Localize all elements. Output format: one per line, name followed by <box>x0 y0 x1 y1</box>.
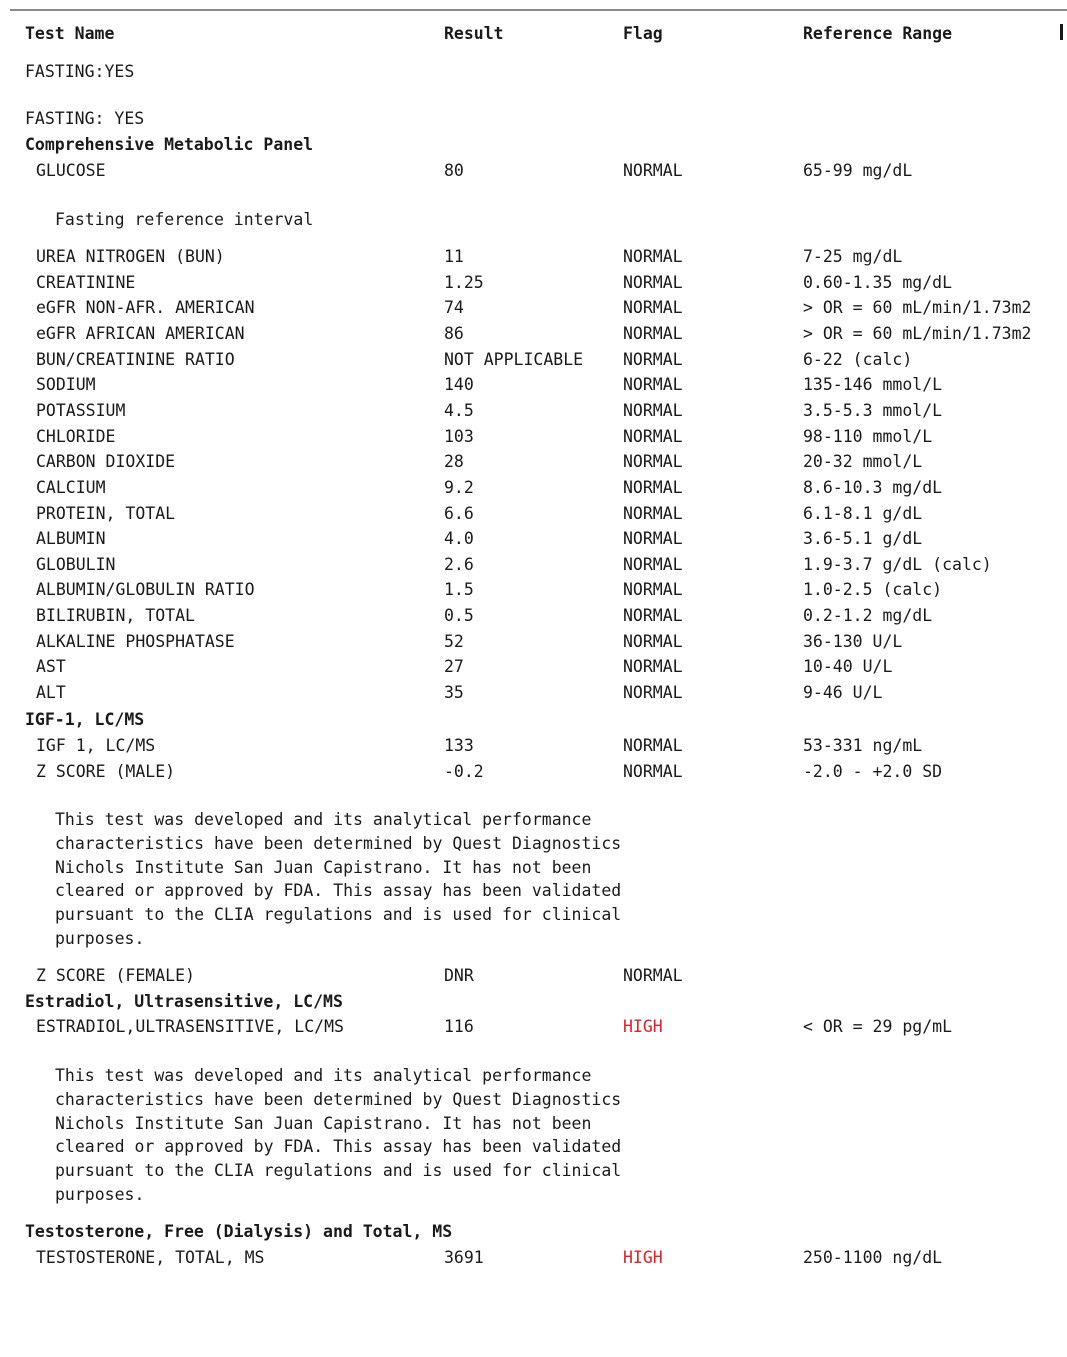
result-row-z-score-female <box>0 965 1067 987</box>
result-row-testosterone <box>0 1247 1067 1269</box>
test-name: POTASSIUM <box>36 400 126 420</box>
test-flag: NORMAL <box>623 683 683 703</box>
result-row <box>0 426 1067 448</box>
test-result: 28 <box>444 452 464 472</box>
section-title: Comprehensive Metabolic Panel <box>25 135 314 154</box>
test-result: 103 <box>444 426 474 446</box>
test-flag: NORMAL <box>623 375 683 395</box>
result-row <box>0 579 1067 601</box>
test-name: ESTRADIOL,ULTRASENSITIVE, LC/MS <box>36 1017 344 1036</box>
test-flag: NORMAL <box>623 606 683 626</box>
table-header <box>0 23 1067 45</box>
test-range: > OR = 60 mL/min/1.73m2 <box>803 323 1032 343</box>
test-result: 6.6 <box>444 503 474 523</box>
test-result: 3691 <box>444 1248 484 1267</box>
section-title: Testosterone, Free (Dialysis) and Total, MS <box>25 1222 453 1241</box>
test-range: 0.60-1.35 mg/dL <box>803 272 953 292</box>
test-range: 10-40 U/L <box>803 657 893 677</box>
test-name: eGFR NON-AFR. AMERICAN <box>36 298 255 318</box>
test-name: Z SCORE (MALE) <box>36 761 176 781</box>
test-range: 53-331 ng/mL <box>803 736 923 755</box>
test-result: 1.25 <box>444 272 484 292</box>
result-row <box>0 554 1067 576</box>
section-title: Estradiol, Ultrasensitive, LC/MS <box>25 992 343 1011</box>
test-range: 7-25 mg/dL <box>803 247 903 266</box>
test-name: GLOBULIN <box>36 554 116 574</box>
test-result: 133 <box>444 736 474 755</box>
result-row <box>0 297 1067 319</box>
test-result: 11 <box>444 247 464 266</box>
test-result: 52 <box>444 631 464 651</box>
test-flag: NORMAL <box>623 529 683 549</box>
test-range: 20-32 mmol/L <box>803 452 923 472</box>
test-result: 1.5 <box>444 580 474 600</box>
test-range: -2.0 - +2.0 SD <box>803 761 943 781</box>
test-name: ALKALINE PHOSPHATASE <box>36 631 235 651</box>
test-name: UREA NITROGEN (BUN) <box>36 247 225 266</box>
test-result: 80 <box>444 161 464 180</box>
result-row <box>0 349 1067 371</box>
result-row-estradiol <box>0 1016 1067 1038</box>
test-flag: NORMAL <box>623 161 683 180</box>
estradiol-methodology-note: This test was developed and its analytical performance characteristics have been determined by Quest Diagnostics Nichols Institute San Juan Capistrano. It has not been cleared or approved by FDA. This assay has been validated pursuant to the CLIA regulations and is used for clinical purposes. <box>55 1066 622 1204</box>
test-range: 135-146 mmol/L <box>803 375 943 395</box>
section-heading-igf <box>0 709 1067 731</box>
section-title: IGF-1, LC/MS <box>25 710 145 729</box>
result-row <box>0 605 1067 627</box>
test-name: AST <box>36 657 66 677</box>
test-result: -0.2 <box>444 761 484 781</box>
header-reference-range: Reference Range <box>803 24 953 43</box>
test-flag: NORMAL <box>623 247 683 266</box>
glucose-note <box>0 209 1067 231</box>
result-row <box>0 503 1067 525</box>
test-flag: NORMAL <box>623 554 683 574</box>
test-range: 36-130 U/L <box>803 631 903 651</box>
result-row <box>0 477 1067 499</box>
test-name: IGF 1, LC/MS <box>36 736 156 755</box>
test-range: 250-1100 ng/dL <box>803 1248 943 1267</box>
test-name: eGFR AFRICAN AMERICAN <box>36 323 245 343</box>
fasting-status-2 <box>0 108 1067 130</box>
test-range: 9-46 U/L <box>803 683 883 703</box>
test-result: 4.0 <box>444 529 474 549</box>
test-flag-high: HIGH <box>623 1248 663 1267</box>
result-row <box>0 631 1067 653</box>
test-flag: NORMAL <box>623 631 683 651</box>
test-flag: NORMAL <box>623 400 683 420</box>
header-flag: Flag <box>623 24 663 43</box>
test-name: ALBUMIN <box>36 529 106 549</box>
test-flag: NORMAL <box>623 452 683 472</box>
test-flag: NORMAL <box>623 477 683 497</box>
test-range: 65-99 mg/dL <box>803 161 913 180</box>
test-result: NOT APPLICABLE <box>444 349 584 369</box>
test-flag: NORMAL <box>623 426 683 446</box>
test-flag: NORMAL <box>623 966 683 985</box>
section-heading-testosterone <box>0 1221 1067 1243</box>
result-row <box>0 656 1067 678</box>
test-range: 3.5-5.3 mmol/L <box>803 400 943 420</box>
test-name: CARBON DIOXIDE <box>36 452 176 472</box>
test-flag: NORMAL <box>623 349 683 369</box>
test-name: GLUCOSE <box>36 161 106 180</box>
test-name: BUN/CREATININE RATIO <box>36 349 235 369</box>
test-result: 116 <box>444 1017 474 1036</box>
result-row <box>0 400 1067 422</box>
fasting-status-text-2: FASTING: YES <box>25 109 145 128</box>
test-flag: NORMAL <box>623 272 683 292</box>
test-range: > OR = 60 mL/min/1.73m2 <box>803 298 1032 318</box>
test-result: 4.5 <box>444 400 474 420</box>
test-result: 27 <box>444 657 464 677</box>
test-result: 2.6 <box>444 554 474 574</box>
result-row <box>0 682 1067 704</box>
test-range: < OR = 29 pg/mL <box>803 1017 953 1036</box>
test-flag: NORMAL <box>623 761 683 781</box>
test-flag: NORMAL <box>623 323 683 343</box>
result-row <box>0 246 1067 268</box>
test-flag-high: HIGH <box>623 1017 663 1036</box>
section-heading-estradiol <box>0 991 1067 1013</box>
test-result: 9.2 <box>444 477 474 497</box>
test-flag: NORMAL <box>623 657 683 677</box>
test-range: 3.6-5.1 g/dL <box>803 529 923 549</box>
test-result: 0.5 <box>444 606 474 626</box>
test-name: TESTOSTERONE, TOTAL, MS <box>36 1248 265 1267</box>
test-range: 8.6-10.3 mg/dL <box>803 477 943 497</box>
test-range: 0.2-1.2 mg/dL <box>803 606 933 626</box>
header-result: Result <box>444 24 504 43</box>
test-flag: NORMAL <box>623 298 683 318</box>
test-name: SODIUM <box>36 375 96 395</box>
note-text: Fasting reference interval <box>55 210 314 229</box>
test-name: Z SCORE (FEMALE) <box>36 966 195 985</box>
test-range: 6.1-8.1 g/dL <box>803 503 923 523</box>
test-range: 98-110 mmol/L <box>803 426 933 446</box>
test-result: 35 <box>444 683 464 703</box>
test-name: BILIRUBIN, TOTAL <box>36 606 195 626</box>
result-row <box>0 323 1067 345</box>
result-row-glucose <box>0 160 1067 182</box>
header-test-name: Test Name <box>25 24 115 43</box>
section-heading-cmp <box>0 134 1067 156</box>
test-name: ALBUMIN/GLOBULIN RATIO <box>36 580 255 600</box>
test-flag: NORMAL <box>623 580 683 600</box>
test-range: 1.9-3.7 g/dL (calc) <box>803 554 992 574</box>
test-result: 74 <box>444 298 464 318</box>
test-name: CHLORIDE <box>36 426 116 446</box>
result-row <box>0 761 1067 783</box>
test-name: CREATININE <box>36 272 136 292</box>
result-row <box>0 528 1067 550</box>
test-name: CALCIUM <box>36 477 106 497</box>
test-result: 86 <box>444 323 464 343</box>
test-result: 140 <box>444 375 474 395</box>
test-name: ALT <box>36 683 66 703</box>
result-row <box>0 374 1067 396</box>
test-flag: NORMAL <box>623 503 683 523</box>
fasting-status-text: FASTING:YES <box>25 62 135 81</box>
test-result: DNR <box>444 966 474 985</box>
result-row <box>0 735 1067 757</box>
igf-methodology-note: This test was developed and its analytical performance characteristics have been determined by Quest Diagnostics Nichols Institute San Juan Capistrano. It has not been cleared or approved by FDA. This assay has been validated pursuant to the CLIA regulations and is used for clinical purposes. <box>55 810 622 948</box>
result-row <box>0 451 1067 473</box>
test-name: PROTEIN, TOTAL <box>36 503 176 523</box>
fasting-status <box>0 61 1067 83</box>
test-range: 1.0-2.5 (calc) <box>803 580 943 600</box>
test-flag: NORMAL <box>623 736 683 755</box>
result-row <box>0 272 1067 294</box>
top-divider <box>10 9 1067 11</box>
test-range: 6-22 (calc) <box>803 349 913 369</box>
